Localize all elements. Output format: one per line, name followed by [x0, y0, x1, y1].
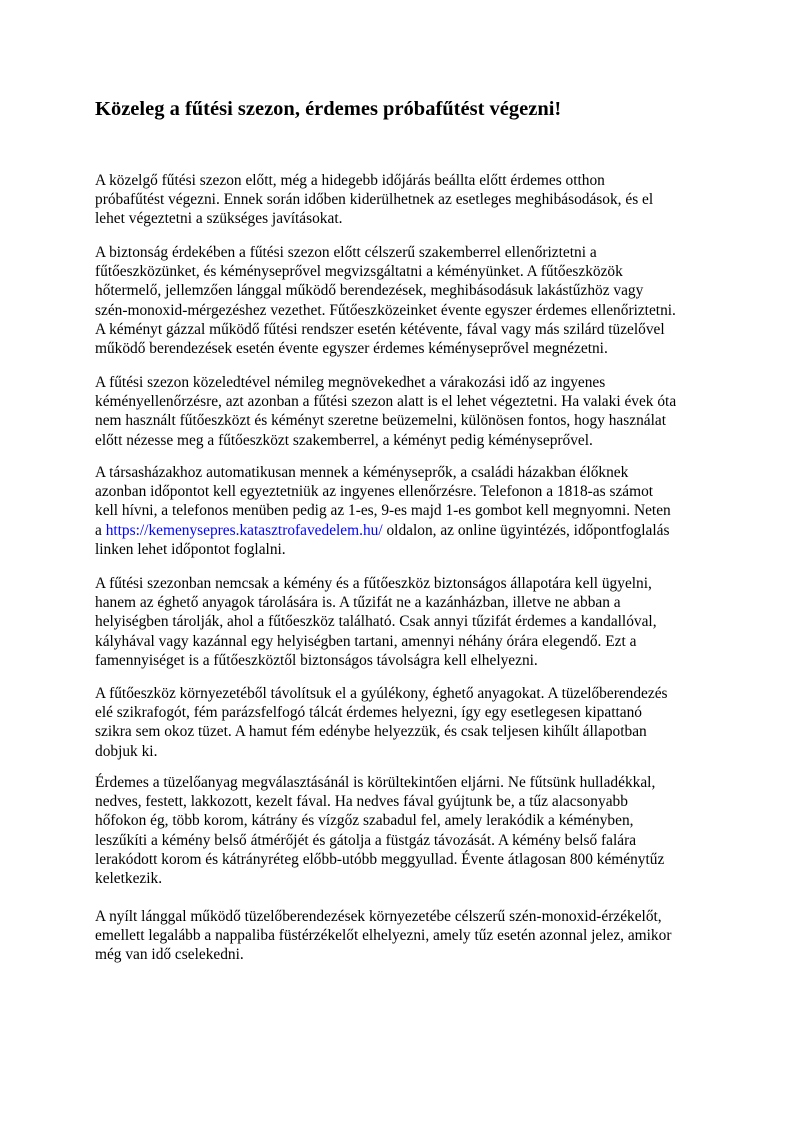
paragraph-line: A fűtőeszköz környezetéből távolítsuk el a gyúlékony, éghető anyagokat. A tüzelőberendezés — [95, 685, 668, 702]
paragraph-line: szikra sem okoz tüzet. A hamut fém edénybe helyezzük, és csak teljesen kihűlt állapotban — [95, 723, 647, 741]
link-suffix: oldalon, az online ügyintézés, időpontfoglalás — [382, 521, 670, 539]
paragraph-line: elé szikrafogót, fém parázsfelfogó tálcát érdemes helyezni, így egy esetlegesen kipattanó — [95, 704, 642, 722]
paragraph-line: emellett legalább a nappaliba füstérzékelőt elhelyezni, amely tűz esetén azonnal jelez, amikor — [95, 927, 672, 945]
paragraph-line: hőtermelő, jellemzően lánggal működő berendezések, meghibásodásuk lakástűzhöz vagy — [95, 282, 644, 300]
paragraph-line: leszűkíti a kémény belső átmérőjét és gátolja a füstgáz távozását. A kémény belső falára — [95, 831, 637, 849]
link-prefix: a — [95, 521, 106, 539]
paragraph-line: A fűtési szezonban nemcsak a kémény és a fűtőeszköz biztonságos állapotára kell ügyelni, — [95, 575, 652, 592]
paragraph-line: lehet végeztetni a szükséges javításokat. — [95, 210, 343, 228]
paragraph-4 — [95, 463, 715, 559]
paragraph-line: azonban időpontot kell egyeztetniük az ingyenes ellenőrzésre. Telefonon a 1818-as számot — [95, 483, 654, 501]
paragraph-2 — [95, 243, 715, 358]
paragraph-line: Érdemes a tüzelőanyag megválasztásánál is körültekintően eljárni. Ne fűtsünk hulladékkal, — [95, 774, 656, 791]
paragraph-8 — [95, 907, 715, 965]
paragraph-line: linken lehet időpontot foglalni. — [95, 540, 286, 558]
paragraph-line: kell hívni, a telefonos menüben pedig az 1-es, 9-es majd 1-es gombot kell megnyomni. Neten — [95, 502, 671, 520]
paragraph-6 — [95, 684, 715, 761]
paragraph-line: A biztonság érdekében a fűtési szezon előtt célszerű szakemberrel ellenőriztetni a — [95, 244, 597, 261]
paragraph-line: hanem az éghető anyagok tárolására is. A tűzifát ne a kazánházban, illetve ne abban a — [95, 594, 621, 612]
paragraph-line: A fűtési szezon közeledtével némileg megnövekedhet a várakozási idő az ingyenes — [95, 374, 606, 391]
paragraph-line: A kéményt gázzal működő fűtési rendszer esetén kétévente, fával vagy más szilárd tüzelővel — [95, 320, 665, 338]
paragraph-line: próbafűtést végezni. Ennek során időben kiderülhetnek az esetleges meghibásodások, és el — [95, 191, 654, 209]
paragraph-line: keletkezik. — [95, 869, 163, 887]
paragraph-7 — [95, 773, 715, 888]
paragraph-1 — [95, 171, 715, 229]
paragraph-line-with-link — [95, 521, 715, 540]
paragraph-line: A közelgő fűtési szezon előtt, még a hidegebb időjárás beállta előtt érdemes otthon — [95, 172, 605, 189]
paragraph-3 — [95, 373, 715, 450]
paragraph-line: működő berendezések esetén évente egyszer érdemes kéményseprővel megnézetni. — [95, 339, 608, 357]
paragraph-line: kéményellenőrzésre, azt azonban a fűtési szezon alatt is el lehet végeztetni. Ha valaki évek óta — [95, 393, 677, 411]
paragraph-line: nem használt fűtőeszközt és kéményt szeretne beüzemelni, különösen fontos, hogy használat — [95, 412, 666, 430]
paragraph-line: A nyílt lánggal működő tüzelőberendezések környezetébe célszerű szén-monoxid-érzékelőt, — [95, 908, 662, 925]
document-title: Közeleg a fűtési szezon, érdemes próbafűtést végezni! — [95, 98, 562, 120]
paragraph-5 — [95, 574, 715, 670]
paragraph-line: hőfokon ég, több korom, kátrány és vízgőz szabadul fel, amely lerakódik a kéményben, — [95, 812, 634, 830]
paragraph-line: helyiségben tárolják, ahol a fűtőeszköz található. Csak annyi tűzifát érdemes a kandallóval, — [95, 613, 657, 631]
paragraph-line: fűtőeszközünket, és kéményseprővel megvizsgáltatni a kéményünket. A fűtőeszközök — [95, 263, 623, 281]
paragraph-line: lerakódott korom és kátrányréteg előbb-utóbb meggyullad. Évente átlagosan 800 kéménytűz — [95, 850, 665, 868]
paragraph-line: még van idő cselekedni. — [95, 946, 244, 964]
paragraph-line: A társasházakhoz automatikusan mennek a kéményseprők, a családi házakban élőknek — [95, 464, 629, 481]
kemenysepres-link[interactable]: https://kemenysepres.katasztrofavedelem.hu/ — [105, 521, 383, 539]
paragraph-line: kályhával vagy kazánnal egy helyiségben tartani, amennyi néhány órára elegendő. Ezt a — [95, 632, 637, 650]
paragraph-line: dobjuk ki. — [95, 742, 158, 760]
paragraph-line: szén-monoxid-mérgezéshez vezethet. Fűtőeszközeinket évente egyszer érdemes ellenőriztetni. — [95, 301, 676, 319]
paragraph-line: nedves, festett, lakkozott, kezelt fával. Ha nedves fával gyújtunk be, a tűz alacsonyabb — [95, 793, 628, 811]
paragraph-line: famennyiséget is a fűtőeszköztől biztonságos távolságra kell elhelyezni. — [95, 651, 538, 669]
paragraph-line: előtt nézesse meg a fűtőeszközt szakemberrel, a kéményt pedig kéményseprővel. — [95, 431, 593, 449]
